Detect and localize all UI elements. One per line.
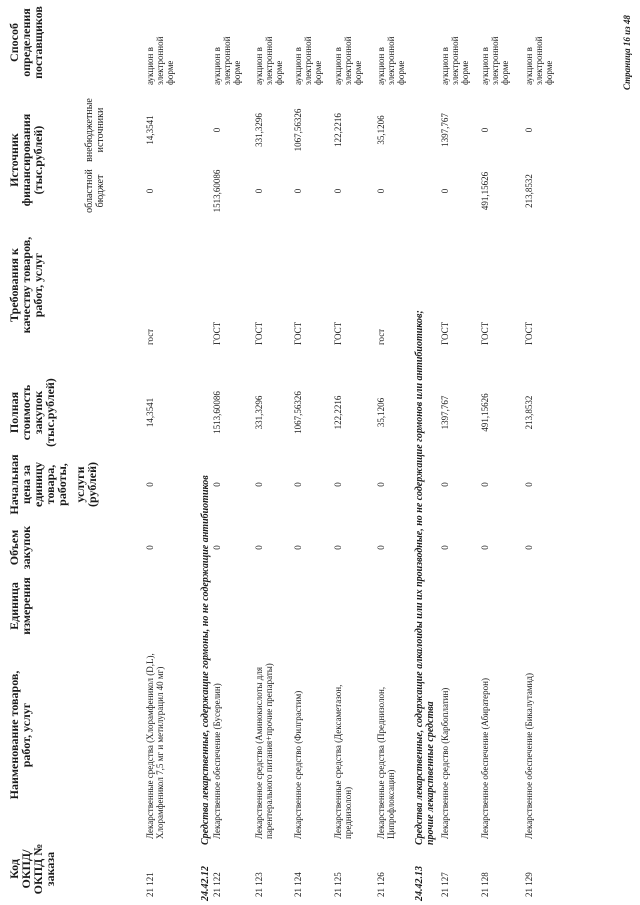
row-volume: 0 — [440, 545, 450, 550]
row-price: 0 — [440, 482, 450, 487]
header-code: Код ОКПД/ ОКПД № заказа — [7, 843, 57, 895]
row-total: 1067,56326 — [293, 391, 303, 434]
row-extra: 1067,56326 — [293, 108, 303, 152]
row-volume: 0 — [212, 545, 222, 550]
row-name: Лекарственное средство (Карбоплатин) — [440, 687, 450, 839]
row-price: 0 — [524, 482, 534, 487]
row-quality: ГОСТ — [480, 321, 490, 345]
row-regional: 491,15626 — [480, 171, 490, 211]
row-name: Лекарственное обеспечение (Абиратерон) — [480, 678, 490, 839]
row-name: Лекарственные средства (Дексаметазон, преднизолон) — [333, 684, 353, 839]
row-total: 213,8532 — [524, 395, 534, 430]
header-unit: Единица измерения — [7, 577, 33, 635]
row-method: аукцион в электронной форме — [480, 36, 510, 85]
header-quality: Требования к качеству товаров, работ, услуг — [7, 236, 45, 334]
row-quality: ГОСТ — [254, 321, 264, 345]
row-quality: гост — [376, 328, 386, 345]
row-total: 35,1206 — [376, 397, 386, 428]
row-quality: ГОСТ — [212, 321, 222, 345]
row-code: 21 129 — [524, 872, 534, 897]
header-total: Полная стоимость закупок (тыс.рублей) — [7, 378, 57, 447]
row-regional: 1513,60086 — [212, 169, 222, 213]
row-price: 0 — [145, 482, 155, 487]
row-price: 0 — [376, 482, 386, 487]
row-price: 0 — [293, 482, 303, 487]
header-fund-regional: областной бюджет — [84, 169, 106, 213]
row-method: аукцион в электронной форме — [376, 36, 406, 85]
row-total: 331,3296 — [254, 395, 264, 430]
row-regional: 0 — [145, 188, 155, 194]
row-quality: гост — [145, 328, 155, 345]
row-extra: 35,1206 — [376, 115, 386, 145]
header-volume: Объем закупок — [7, 525, 33, 570]
row-regional: 0 — [440, 188, 450, 194]
row-price: 0 — [480, 482, 490, 487]
row-regional: 0 — [254, 188, 264, 194]
row-extra: 0 — [480, 127, 490, 133]
row-code: 21 123 — [254, 872, 264, 897]
row-extra: 122,2216 — [333, 113, 343, 147]
row-quality: ГОСТ — [333, 321, 343, 345]
row-volume: 0 — [333, 545, 343, 550]
row-name: Лекарственное средство (Филграстим) — [293, 690, 303, 839]
row-name: Лекарственное средство (Аминокислоты для парентерального питания+прочие препараты) — [254, 663, 274, 839]
row-code: 21 125 — [333, 872, 343, 897]
section-title: Средства лекарственные, содержащие гормоны, но не содержащие антибиотиков — [200, 475, 211, 845]
row-total: 122,2216 — [333, 395, 343, 430]
row-extra: 14,3541 — [145, 115, 155, 145]
section-code: 24.42.13 — [414, 866, 425, 901]
row-method: аукцион в электронной форме — [440, 36, 470, 85]
row-method: аукцион в электронной форме — [333, 36, 363, 85]
row-regional: 0 — [376, 188, 386, 194]
row-quality: ГОСТ — [440, 321, 450, 345]
row-total: 1397,767 — [440, 395, 450, 430]
row-regional: 0 — [293, 188, 303, 194]
row-name: Лекарственные средства (Хлорамфеникол (D,L), Хлорамфеникол 7,5 мг и метилурацил 40 мг) — [145, 653, 165, 839]
row-name: Лекарственное обеспечение (Бикалутамид) — [524, 673, 534, 839]
row-volume: 0 — [480, 545, 490, 550]
row-method: аукцион в электронной форме — [524, 36, 554, 85]
row-code: 21 124 — [293, 872, 303, 897]
row-extra: 0 — [524, 127, 534, 133]
row-method: аукцион в электронной форме — [254, 36, 284, 85]
row-code: 21 128 — [480, 872, 490, 897]
row-code: 21 122 — [212, 872, 222, 897]
row-extra: 0 — [212, 127, 222, 133]
header-method: Способ определения поставщиков — [7, 6, 45, 79]
row-code: 21 121 — [145, 872, 155, 897]
row-volume: 0 — [293, 545, 303, 550]
row-code: 21 127 — [440, 872, 450, 897]
row-total: 1513,60086 — [212, 391, 222, 434]
row-total: 14,3541 — [145, 397, 155, 428]
row-name: Лекарственное обеспечение (Бусерелин) — [212, 683, 222, 839]
row-method: аукцион в электронной форме — [293, 36, 323, 85]
row-volume: 0 — [145, 545, 155, 550]
header-name: Наименование товаров, работ, услуг — [7, 670, 33, 800]
header-price-top: Начальная цена за единицу товара, работы, — [7, 454, 69, 515]
header-price — [8, 452, 98, 517]
row-volume: 0 — [376, 545, 386, 550]
row-volume: 0 — [524, 545, 534, 550]
row-method: аукцион в электронной форме — [145, 36, 175, 85]
header-funding: Источник финансирования (тыс.рублей) — [7, 113, 45, 207]
row-volume: 0 — [254, 545, 264, 550]
row-price: 0 — [212, 482, 222, 487]
page-number: Страница 16 из 48 — [622, 15, 632, 90]
row-total: 491,15626 — [480, 393, 490, 432]
section-code: 24.42.12 — [200, 866, 211, 901]
header-fund-extra: внебюджетные источники — [84, 98, 106, 162]
row-price: 0 — [254, 482, 264, 487]
row-code: 21 126 — [376, 872, 386, 897]
row-quality: ГОСТ — [293, 321, 303, 345]
row-price: 0 — [333, 482, 343, 487]
row-quality: ГОСТ — [524, 321, 534, 345]
header-price-bottom: услуги (рублей) — [73, 461, 99, 508]
row-regional: 0 — [333, 188, 343, 194]
row-method: аукцион в электронной форме — [212, 36, 242, 85]
section-title: Средства лекарственные, содержащие алкалоиды или их производные, но не содержащие гормонов или антибиотиков; прочие лекарственные средства — [414, 310, 436, 845]
row-name: Лекарственные средства (Преднизолон, Ципрофлоксацин) — [376, 686, 396, 839]
row-extra: 331,3296 — [254, 113, 264, 147]
row-extra: 1397,767 — [440, 113, 450, 147]
row-regional: 213,8532 — [524, 174, 534, 208]
